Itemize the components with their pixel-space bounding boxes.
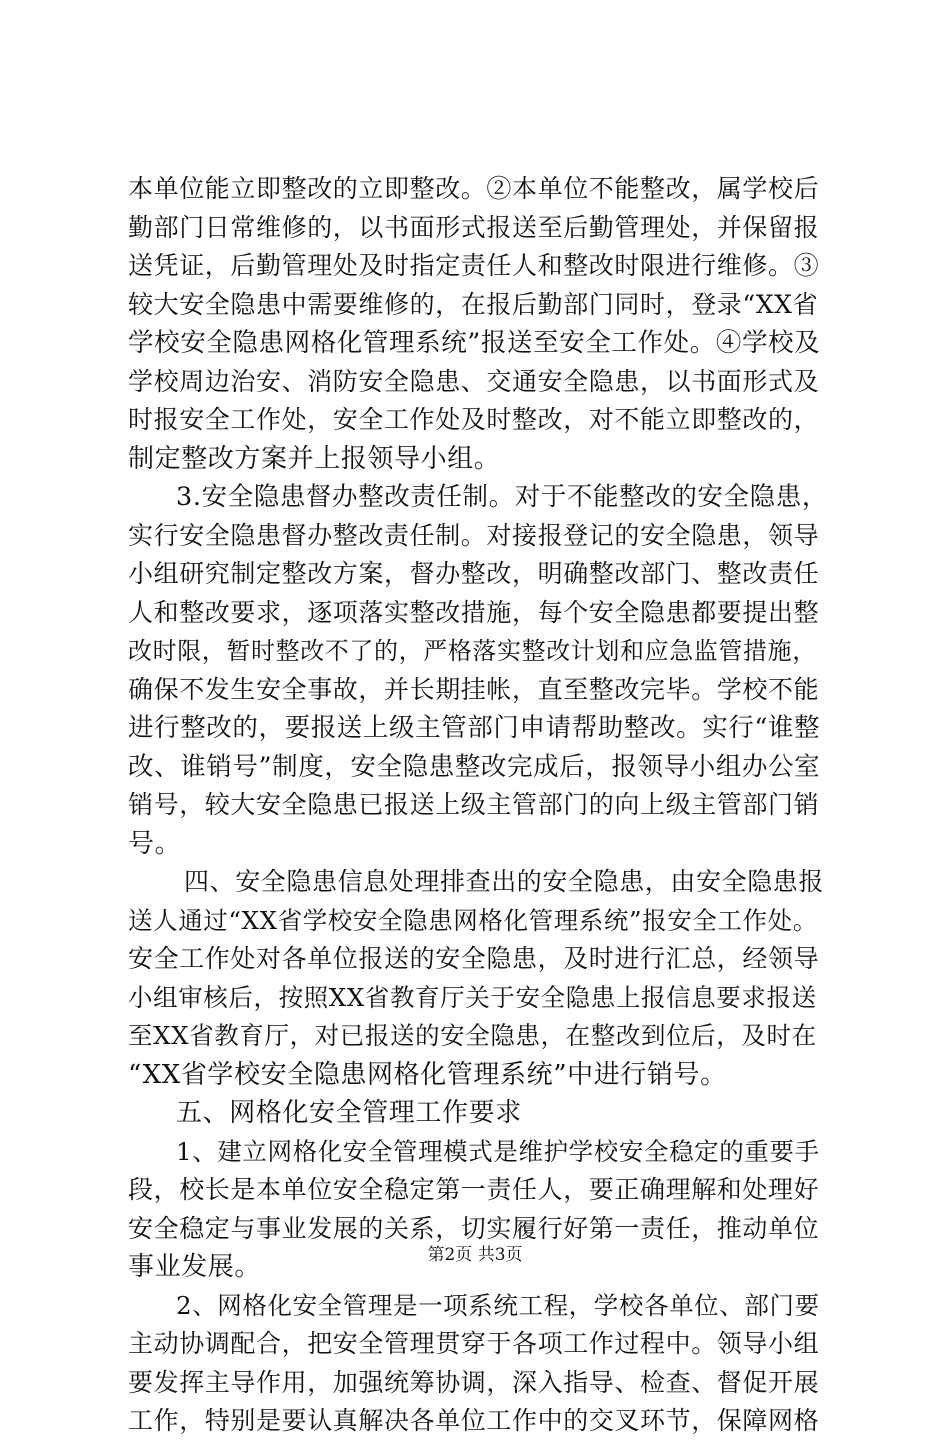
page-footer: 第2页 共3页	[427, 1245, 523, 1265]
text-line: 3.安全隐患督办整改责任制。对于不能整改的安全隐患，	[176, 482, 828, 512]
text-line: 进行整改的，要报送上级主管部门申请帮助整改。实行“谁整	[128, 713, 821, 743]
text-line: 本单位能立即整改的立即整改。②本单位不能整改，属学校后	[128, 174, 820, 203]
text-line: 1、建立网格化安全管理模式是维护学校安全稳定的重要手	[176, 1136, 820, 1166]
text-line: 送人通过“XX省学校安全隐患网格化管理系统”报安全工作处。	[128, 905, 818, 935]
text-line: 人和整改要求，逐项落实整改措施，每个安全隐患都要提出整	[128, 597, 820, 627]
text-line: 制定整改方案并上报领导小组。	[128, 443, 501, 474]
text-line: 较大安全隐患中需要维修的，在报后勤部门同时，登录“XX省	[128, 289, 819, 319]
text-line: 改、谁销号”制度，安全隐患整改完成后，报领导小组办公室	[128, 751, 821, 782]
text-line: 送凭证，后勤管理处及时指定责任人和整改时限进行维修。③	[128, 251, 820, 280]
text-line: 确保不发生安全事故，并长期挂帐，直至整改完毕。学校不能	[128, 674, 820, 704]
text-line: 改时限，暂时整改不了的，严格落实整改计划和应急监管措施，	[128, 637, 817, 665]
text-line: 要发挥主导作用，加强统筹协调，深入指导、检查、督促开展	[128, 1367, 820, 1397]
text-line: “XX省学校安全隐患网格化管理系统”中进行销号。	[128, 1059, 727, 1090]
text-line: 至XX省教育厅，对已报送的安全隐患，在整改到位后，及时在	[128, 1021, 817, 1050]
text-line: 安全稳定与事业发展的关系，切实履行好第一责任，推动单位	[128, 1213, 820, 1243]
text-line: 时报安全工作处，安全工作处及时整改，对不能立即整改的，	[128, 405, 820, 434]
text-line: 号。	[128, 828, 182, 859]
text-line: 主动协调配合，把安全管理贯穿于各项工作过程中。领导小组	[128, 1329, 820, 1358]
text-line: 销号，较大安全隐患已报送上级主管部门的向上级主管部门销	[128, 790, 820, 819]
text-line: 小组审核后，按照XX省教育厅关于安全隐患上报信息要求报送	[128, 982, 817, 1012]
text-line: 2、网格化安全管理是一项系统工程，学校各单位、部门要	[176, 1290, 820, 1320]
text-line: 安全工作处对各单位报送的安全隐患，及时进行汇总，经领导	[128, 944, 820, 973]
text-line: 实行安全隐患督办整改责任制。对接报登记的安全隐患，领导	[128, 520, 820, 550]
text-line: 四、安全隐患信息处理排查出的安全隐患，由安全隐患报	[184, 867, 825, 896]
text-line: 事业发展。	[128, 1252, 262, 1282]
text-line: 工作，特别是要认真解决各单位工作中的交叉环节，保障网格	[128, 1406, 820, 1435]
text-line: 勤部门日常维修的，以书面形式报送至后勤管理处，并保留报	[128, 212, 820, 242]
text-line: 段，校长是本单位安全稳定第一责任人，要正确理解和处理好	[128, 1175, 820, 1204]
text-line: 学校安全隐患网格化管理系统”报送至安全工作处。④学校及	[128, 328, 821, 358]
text-line: 五、网格化安全管理工作要求	[176, 1098, 522, 1128]
text-line: 学校周边治安、消防安全隐患、交通安全隐患，以书面形式及	[128, 366, 820, 396]
text-line: 小组研究制定整改方案，督办整改，明确整改部门、整改责任	[128, 559, 820, 588]
